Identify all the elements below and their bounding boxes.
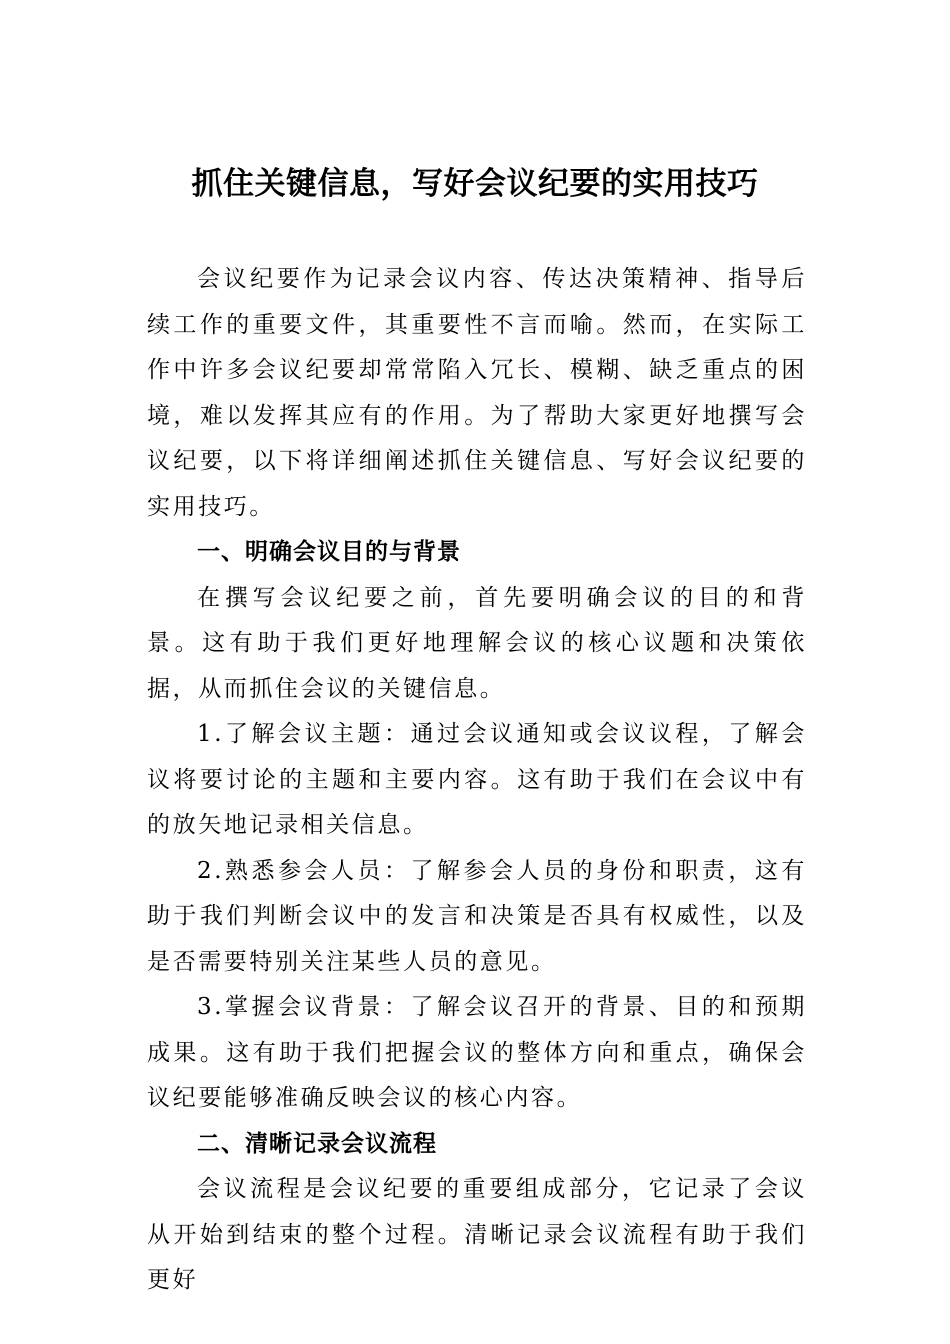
section-heading-2: 二、清晰记录会议流程 bbox=[197, 1130, 437, 1157]
document-body bbox=[147, 257, 807, 1304]
intro-paragraph: 会议纪要作为记录会议内容、传达决策精神、指导后续工作的重要文件，其重要性不言而喻。然而，在实际工作中许多会议纪要却常常陷入冗长、模糊、缺乏重点的困境，难以发挥其应有的作用。为了帮助大家更好地撰写会议纪要，以下将详细阐述抓住关键信息、写好会议纪要的实用技巧。 bbox=[147, 266, 807, 520]
section-heading-1: 一、明确会议目的与背景 bbox=[197, 539, 461, 565]
document-title: 抓住关键信息，写好会议纪要的实用技巧 bbox=[191, 166, 759, 202]
list-item-1: 1.了解会议主题：通过会议通知或会议议程，了解会议将要讨论的主题和主要内容。这有助于我们在会议中有的放矢地记录相关信息。 bbox=[147, 721, 807, 838]
section-1-paragraph: 在撰写会议纪要之前，首先要明确会议的目的和背景。这有助于我们更好地理解会议的核心议题和决策依据，从而抓住会议的关键信息。 bbox=[147, 584, 807, 702]
section-2-paragraph: 会议流程是会议纪要的重要组成部分，它记录了会议从开始到结束的整个过程。清晰记录会议流程有助于我们更好 bbox=[147, 1176, 807, 1293]
list-item-3: 3.掌握会议背景：了解会议召开的背景、目的和预期成果。这有助于我们把握会议的整体方向和重点，确保会议纪要能够准确反映会议的核心内容。 bbox=[147, 994, 807, 1111]
list-item-2: 2.熟悉参会人员：了解参会人员的身份和职责，这有助于我们判断会议中的发言和决策是否具有权威性，以及是否需要特别关注某些人员的意见。 bbox=[147, 857, 807, 975]
